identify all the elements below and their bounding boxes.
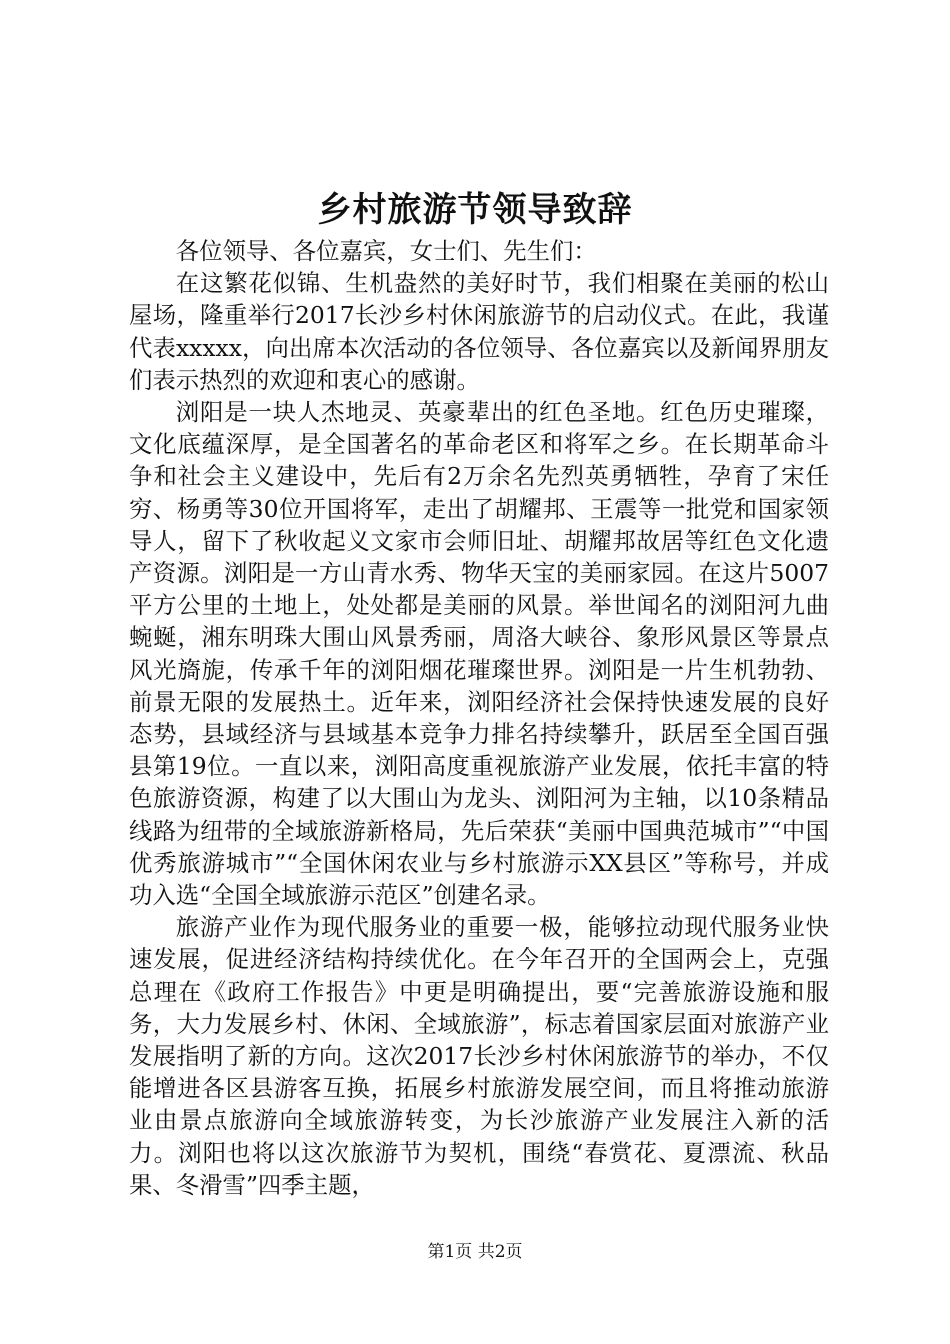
body-paragraph: 旅游产业作为现代服务业的重要一极，能够拉动现代服务业快速发展，促进经济结构持续优化。在今年召开的全国两会上，克强总理在《政府工作报告》中更是明确提出，要“完善旅游设施和服务，大力发展乡村、休闲、全域旅游”，标志着国家层面对旅游产业发展指明了新的方向。这次2017长沙乡村休闲旅游节的举办，不仅能增进各区县游客互换，拓展乡村旅游发展空间，而且将推动旅游业由景点旅游向全域旅游转变，为长沙旅游产业发展注入新的活力。浏阳也将以这次旅游节为契机，围绕“春赏花、夏漂流、秋品果、冬滑雪”四季主题， xyxy=(129,913,829,1199)
page-number: 第1页 共2页 xyxy=(427,1242,523,1262)
body-paragraph: 浏阳是一块人杰地灵、英豪辈出的红色圣地。红色历史璀璨，文化底蕴深厚，是全国著名的革命老区和将军之乡。在长期革命斗争和社会主义建设中，先后有2万余名先烈英勇牺牲，孕育了宋任穷、杨勇等30位开国将军，走出了胡耀邦、王震等一批党和国家领导人，留下了秋收起义文家市会师旧址、胡耀邦故居等红色文化遗产资源。浏阳是一方山青水秀、物华天宝的美丽家园。在这片5007平方公里的土地上，处处都是美丽的风景。举世闻名的浏阳河九曲蜿蜒，湘东明珠大围山风景秀丽，周洛大峡谷、象形风景区等景点风光旖旎，传承千年的浏阳烟花璀璨世界。浏阳是一片生机勃勃、前景无限的发展热土。近年来，浏阳经济社会保持快速发展的良好态势，县域经济与县域基本竞争力排名持续攀升，跃居至全国百强县第19位。一直以来，浏阳高度重视旅游产业发展，依托丰富的特色旅游资源，构建了以大围山为龙头、浏阳河为主轴，以10条精品线路为纽带的全域旅游新格局，先后荣获“美丽中国典范城市”“中国优秀旅游城市”“全国休闲农业与乡村旅游示XX县区”等称号，并成功入选“全国全域旅游示范区”创建名录。 xyxy=(129,398,829,910)
body-paragraph: 在这繁花似锦、生机盎然的美好时节，我们相聚在美丽的松山屋场，隆重举行2017长沙乡村休闲旅游节的启动仪式。在此，我谨代表xxxxx，向出席本次活动的各位领导、各位嘉宾以及新闻界朋友们表示热烈的欢迎和衷心的感谢。 xyxy=(129,269,829,394)
page-footer xyxy=(0,1240,950,1264)
salutation-paragraph: 各位领导、各位嘉宾，女士们、先生们： xyxy=(175,237,597,265)
document-body xyxy=(129,235,829,1201)
document-title: 乡村旅游节领导致辞 xyxy=(317,190,633,230)
